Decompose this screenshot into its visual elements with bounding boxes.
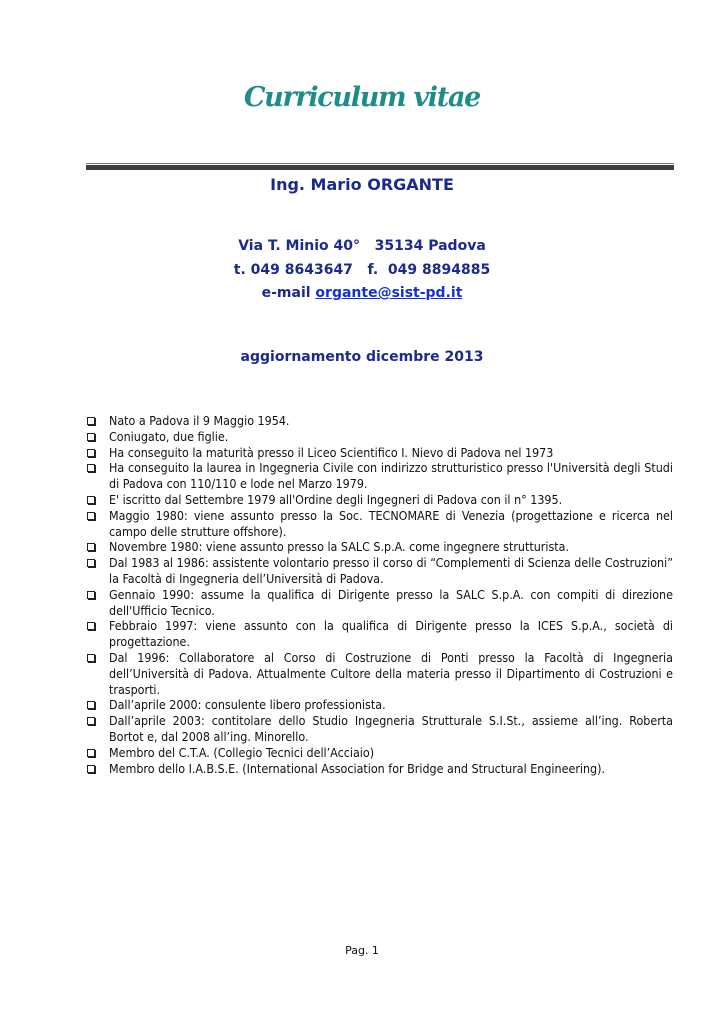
list-item [109,445,673,461]
checkbox-square-icon [87,701,95,709]
email-line [0,285,724,301]
document-title: Curriculum vitae [243,82,481,113]
person-name: Ing. Mario ORGANTE [270,175,454,194]
list-item [109,429,673,445]
checkbox-square-icon [87,417,95,425]
page-number: Pag. 1 [345,944,379,957]
list-item-text: Dall’aprile 2003: contitolare dello Studio Ingegneria Strutturale S.I.St., assieme all’ing. Roberta Bortot e, dal 2008 all’ing. Minorello. [109,713,673,744]
email-link[interactable]: organte@sist-pd.it [315,285,463,301]
list-item [109,697,673,713]
checkbox-square-icon [87,433,95,441]
list-item-text: Dall’aprile 2000: consulente libero professionista. [109,697,386,713]
list-item-text: Novembre 1980: viene assunto presso la SALC S.p.A. come ingegnere strutturista. [109,539,569,555]
cv-item-list [0,413,673,776]
list-item-text: Dal 1983 al 1986: assistente volontario presso il corso di “Complementi di Scienza delle Costruzioni” la Facoltà di Ingegneria dell’Università di Padova. [109,555,673,586]
phone-fax-line: t. 049 8643647 f. 049 8894885 [233,262,491,278]
list-item [109,413,673,429]
checkbox-square-icon [87,749,95,757]
header-divider-thick [86,165,674,170]
list-item [109,761,673,777]
list-item-text: Ha conseguito la maturità presso il Liceo Scientifico I. Nievo di Padova nel 1973 [109,444,554,460]
list-item-text: Ha conseguito la laurea in Ingegneria Civile con indirizzo strutturistico presso l'Università degli Studi di Padova con 110/110 e lode nel Marzo 1979. [109,460,673,492]
list-item [109,745,673,761]
list-item [109,587,673,619]
email-label: e-mail [261,285,316,301]
list-item-text: Maggio 1980: viene assunto presso la Soc. TECNOMARE di Venezia (progettazione e ricerca nel campo delle strutture offshore). [109,507,673,539]
list-item-text: Gennaio 1990: assume la qualifica di Dirigente presso la SALC S.p.A. con compiti di direzione dell'Ufficio Tecnico. [109,586,673,618]
list-item [109,555,673,587]
checkbox-square-icon [87,464,95,472]
list-item [109,539,673,555]
list-item [109,460,673,492]
list-item-text: Dal 1996: Collaboratore al Corso di Costruzione di Ponti presso la Facoltà di Ingegneria dell’Università di Padova. Attualmente Cultore della materia presso il Dipartimento di Costruzioni e trasporti. [109,649,673,697]
list-item [109,650,673,697]
checkbox-square-icon [87,559,95,567]
list-item [109,492,673,508]
checkbox-square-icon [87,449,95,457]
list-item-text: Membro del C.T.A. (Collegio Tecnici dell’Acciaio) [109,744,375,760]
checkbox-square-icon [87,512,95,520]
list-item-text: Nato a Padova il 9 Maggio 1954. [109,413,290,428]
checkbox-square-icon [87,591,95,599]
list-item-text: Coniugato, due figlie. [109,428,229,444]
list-item-text: E' iscritto dal Settembre 1979 all'Ordine degli Ingegneri di Padova con il n° 1395. [109,491,563,507]
checkbox-square-icon [87,717,95,725]
list-item [109,508,673,540]
checkbox-square-icon [87,765,95,773]
address-line: Via T. Minio 40° 35134 Padova [238,238,486,254]
list-item [109,713,673,745]
checkbox-square-icon [87,654,95,662]
checkbox-square-icon [87,543,95,551]
list-item [109,618,673,650]
list-item-text: Membro dello I.A.B.S.E. (International Association for Bridge and Structural Engineering). [109,760,606,776]
checkbox-square-icon [87,496,95,504]
update-note: aggiornamento dicembre 2013 [240,349,484,365]
list-item-text: Febbraio 1997: viene assunto con la qualifica di Dirigente presso la ICES S.p.A., società di progettazione. [109,618,673,650]
header-divider-thin [86,163,674,164]
checkbox-square-icon [87,622,95,630]
